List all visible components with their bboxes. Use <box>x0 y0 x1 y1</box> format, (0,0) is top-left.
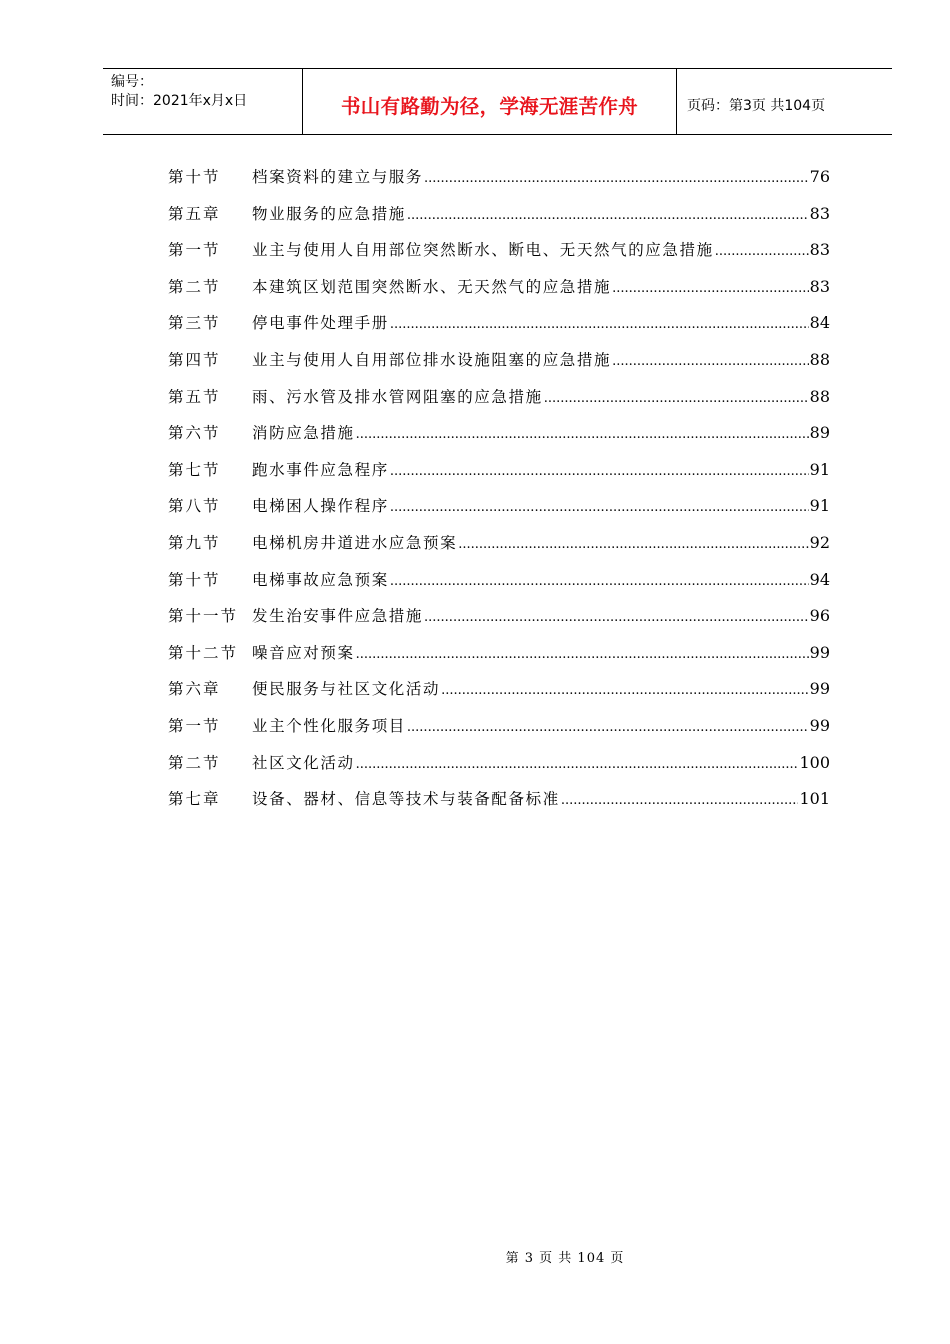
toc-entry-title: 跑水事件应急程序 <box>252 460 389 479</box>
toc-dot-leader <box>424 171 809 186</box>
toc-entry <box>168 787 830 824</box>
toc-dot-leader <box>356 757 799 772</box>
toc-entry <box>168 348 830 385</box>
toc-entry-page: 99 <box>809 679 830 699</box>
toc-entry <box>168 531 830 568</box>
toc-entry <box>168 275 830 312</box>
page-footer: 第 3 页 共 104 页 <box>505 1251 625 1266</box>
toc-entry-page: 83 <box>809 240 830 260</box>
toc-entry-title: 本建筑区划范围突然断水、无天然气的应急措施 <box>252 277 612 296</box>
toc-entry <box>168 311 830 348</box>
toc-entry-page: 100 <box>799 752 830 772</box>
toc-entry-number: 第四节 <box>168 350 221 369</box>
toc-dot-leader <box>390 500 809 515</box>
header-meta <box>103 69 303 134</box>
toc-entry-number: 第五章 <box>168 204 221 223</box>
toc-dot-leader <box>561 793 799 808</box>
header-page-info: 页码：第3页 共104页 <box>687 97 826 114</box>
toc-entry-page: 92 <box>809 532 830 552</box>
toc-entry-number: 第一节 <box>168 716 221 735</box>
toc-entry-number: 第八节 <box>168 497 221 516</box>
toc-entry-page: 88 <box>809 386 830 406</box>
toc-entry-number: 第二节 <box>168 753 221 772</box>
toc-entry-title: 业主个性化服务项目 <box>252 716 406 735</box>
toc-entry-title: 停电事件处理手册 <box>252 314 389 333</box>
toc-dot-leader <box>390 317 809 332</box>
toc-entry-title: 便民服务与社区文化活动 <box>252 680 441 699</box>
toc-entry-number: 第七节 <box>168 460 221 479</box>
toc-entry-title: 物业服务的应急措施 <box>252 204 406 223</box>
toc-entry-number: 第十节 <box>168 570 221 589</box>
toc-entry-title: 档案资料的建立与服务 <box>252 168 424 186</box>
toc-dot-leader <box>356 427 809 442</box>
toc-entry-title: 消防应急措施 <box>252 424 355 443</box>
toc-dot-leader <box>715 244 809 259</box>
toc-entry-number: 第十二节 <box>168 643 239 662</box>
toc-entry-number: 第九节 <box>168 533 221 552</box>
toc-entry <box>168 604 830 641</box>
toc-entry-number: 第一节 <box>168 241 221 260</box>
toc-entry-title: 设备、器材、信息等技术与装备配备标准 <box>252 790 560 809</box>
toc-entry <box>168 458 830 495</box>
toc-entry <box>168 385 830 422</box>
toc-entry-page: 94 <box>809 569 830 589</box>
header-motto-cell <box>303 69 677 134</box>
toc-entry <box>168 202 830 239</box>
toc-entry-title: 业主与使用人自用部位突然断水、断电、无天然气的应急措施 <box>252 241 714 260</box>
toc-entry <box>168 677 830 714</box>
toc-dot-leader <box>424 610 809 625</box>
id-label: 编号： <box>111 74 153 90</box>
toc-entry-number: 第六章 <box>168 680 221 699</box>
toc-dot-leader <box>612 354 809 369</box>
toc-dot-leader <box>441 683 809 698</box>
toc-entry-number: 第十一节 <box>168 607 239 626</box>
page-header <box>103 68 892 135</box>
toc-entry-title: 电梯机房井道进水应急预案 <box>252 533 458 552</box>
toc-dot-leader <box>612 281 809 296</box>
toc-entry-number: 第六节 <box>168 424 221 443</box>
toc-entry-page: 83 <box>809 203 830 223</box>
toc-entry-page: 89 <box>809 423 830 443</box>
toc-entry-title: 发生治安事件应急措施 <box>252 607 424 626</box>
toc-entry <box>168 165 830 202</box>
toc-dot-leader <box>390 464 809 479</box>
toc-entry-title: 业主与使用人自用部位排水设施阻塞的应急措施 <box>252 350 612 369</box>
toc-dot-leader <box>458 537 808 552</box>
toc-entry-page: 76 <box>809 167 830 186</box>
time-label: 时间：2021年x月x日 <box>111 93 248 109</box>
toc-entry <box>168 751 830 788</box>
toc-entry-title: 噪音应对预案 <box>252 643 355 662</box>
toc-dot-leader <box>407 208 809 223</box>
toc-entry-page: 84 <box>809 313 830 333</box>
toc-dot-leader <box>390 574 809 589</box>
toc-entry-number: 第七章 <box>168 790 221 809</box>
toc-entry-title: 电梯事故应急预案 <box>252 570 389 589</box>
table-of-contents <box>168 165 830 824</box>
toc-entry-page: 91 <box>809 496 830 516</box>
toc-entry-page: 91 <box>809 459 830 479</box>
toc-entry-page: 96 <box>809 606 830 626</box>
toc-entry-title: 雨、污水管及排水管网阻塞的应急措施 <box>252 387 543 406</box>
toc-entry-number: 第十节 <box>168 168 221 186</box>
toc-entry-title: 社区文化活动 <box>252 753 355 772</box>
toc-dot-leader <box>544 391 809 406</box>
toc-entry-page: 99 <box>809 715 830 735</box>
toc-entry <box>168 641 830 678</box>
toc-entry <box>168 238 830 275</box>
toc-entry-number: 第三节 <box>168 314 221 333</box>
toc-entry <box>168 421 830 458</box>
toc-entry-page: 101 <box>799 789 830 809</box>
toc-dot-leader <box>407 720 809 735</box>
toc-entry <box>168 714 830 751</box>
toc-entry-number: 第五节 <box>168 387 221 406</box>
toc-entry-page: 88 <box>809 349 830 369</box>
toc-entry <box>168 568 830 605</box>
toc-entry-title: 电梯困人操作程序 <box>252 497 389 516</box>
header-motto: 书山有路勤为径，学海无涯苦作舟 <box>340 94 638 118</box>
toc-dot-leader <box>356 647 809 662</box>
toc-entry-number: 第二节 <box>168 277 221 296</box>
toc-entry-page: 83 <box>809 276 830 296</box>
toc-entry <box>168 494 830 531</box>
toc-entry-page: 99 <box>809 642 830 662</box>
